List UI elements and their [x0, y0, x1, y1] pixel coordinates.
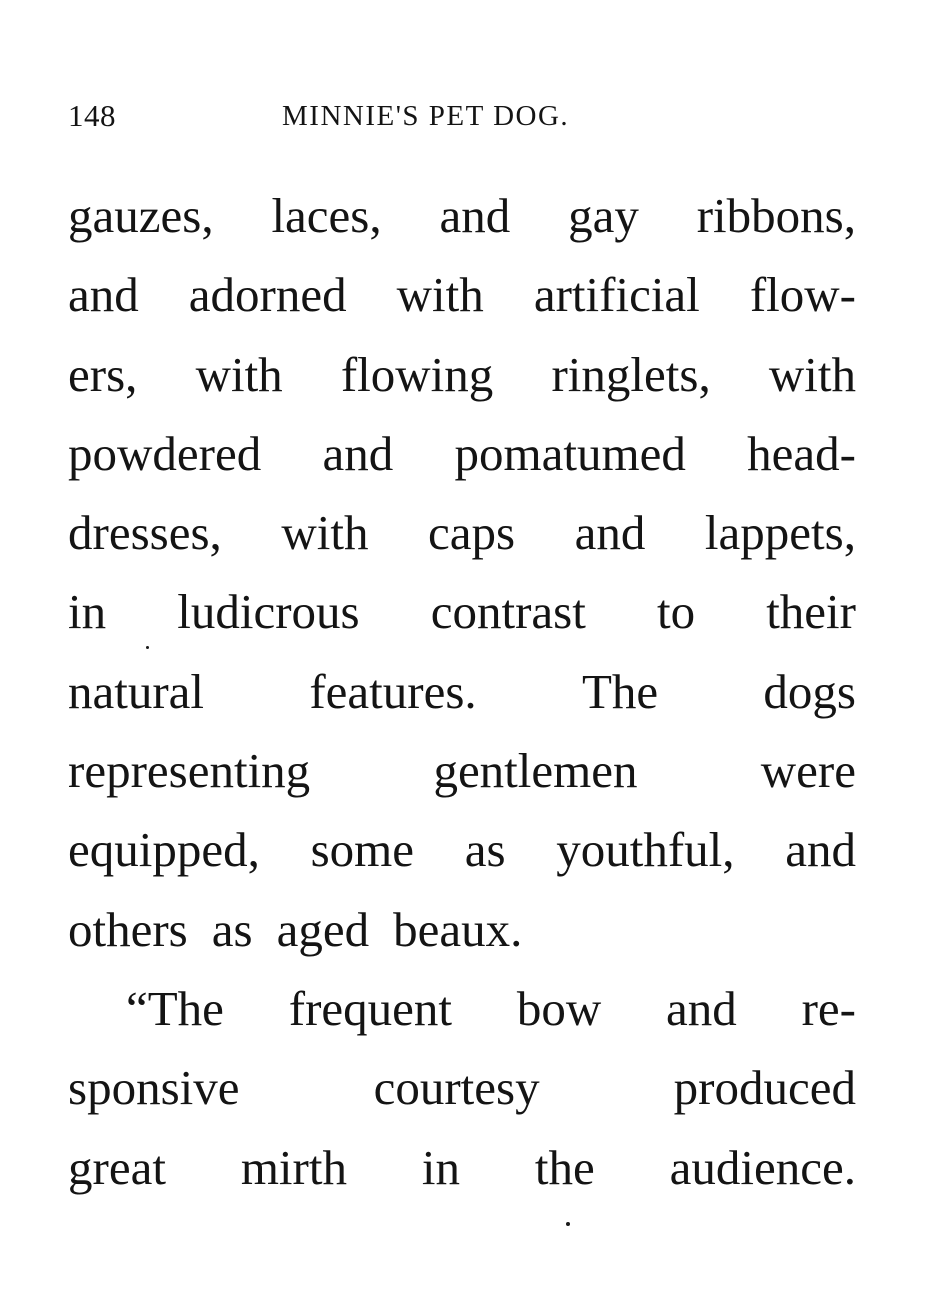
word: with [281, 505, 369, 561]
word: with [195, 346, 283, 402]
word: re- [801, 980, 856, 1036]
word: youthful, [556, 822, 735, 878]
word: with [768, 346, 856, 402]
text-line [68, 652, 856, 731]
word: gauzes, [68, 188, 214, 243]
word: some [310, 822, 415, 878]
word: in [68, 584, 107, 640]
body-text [68, 176, 856, 1207]
word: and [666, 980, 737, 1036]
word: to [656, 584, 696, 640]
word: The [581, 663, 659, 719]
text-line [68, 335, 856, 414]
word: and [68, 267, 139, 323]
page-number: 148 [68, 98, 116, 133]
text-line [68, 176, 856, 255]
word: aged [276, 901, 370, 957]
word: natural [68, 663, 205, 719]
word: dogs [763, 663, 856, 719]
text-line [68, 414, 856, 493]
word: others [68, 901, 188, 957]
word: ers, [68, 346, 138, 402]
text-line [68, 572, 856, 651]
word: flow- [749, 267, 856, 323]
word: produced [673, 1060, 856, 1116]
word: sponsive [68, 1060, 240, 1116]
word: lappets, [704, 505, 856, 561]
paragraph-end-line [68, 890, 856, 969]
word: as [464, 822, 506, 878]
text-line [68, 1128, 856, 1207]
word: head- [747, 425, 856, 481]
word: frequent [288, 980, 452, 1036]
running-title: MINNIE'S PET DOG. [282, 100, 570, 132]
word: features. [309, 663, 477, 719]
word: ringlets, [551, 346, 711, 402]
word: contrast [430, 584, 586, 640]
word: ludicrous [177, 584, 360, 640]
word: as [211, 901, 253, 957]
word: and [439, 188, 511, 243]
word: their [766, 584, 856, 640]
word: and [785, 822, 856, 878]
text-line [68, 255, 856, 334]
word: powdered [68, 425, 262, 481]
page-header [68, 98, 858, 138]
paragraph-start-line [68, 969, 856, 1048]
word: and [322, 425, 394, 481]
word: and [574, 505, 646, 561]
word: pomatumed [454, 425, 686, 481]
text-line [68, 731, 856, 810]
text-line [68, 493, 856, 572]
word: laces, [271, 188, 382, 243]
text-line [68, 810, 856, 889]
ink-speck [146, 646, 149, 649]
word: “The [126, 980, 224, 1036]
word: courtesy [373, 1060, 540, 1116]
word: representing [68, 743, 311, 799]
ink-speck [566, 1222, 570, 1226]
word: mirth [240, 1139, 347, 1195]
word: artificial [533, 267, 700, 323]
word: with [396, 267, 484, 323]
word: beaux. [393, 901, 523, 957]
word: gay [568, 188, 639, 243]
word: adorned [188, 267, 347, 323]
word: equipped, [68, 822, 260, 878]
word: were [760, 743, 856, 799]
word: bow [516, 980, 602, 1036]
word: caps [428, 505, 516, 561]
word: dresses, [68, 505, 222, 561]
word: audience. [669, 1139, 856, 1195]
word: the [534, 1139, 595, 1195]
word: flowing [340, 346, 494, 402]
word: great [68, 1139, 166, 1195]
word: gentlemen [433, 743, 638, 799]
text-line [68, 1048, 856, 1127]
word: in [421, 1139, 460, 1195]
word: ribbons, [696, 188, 856, 243]
